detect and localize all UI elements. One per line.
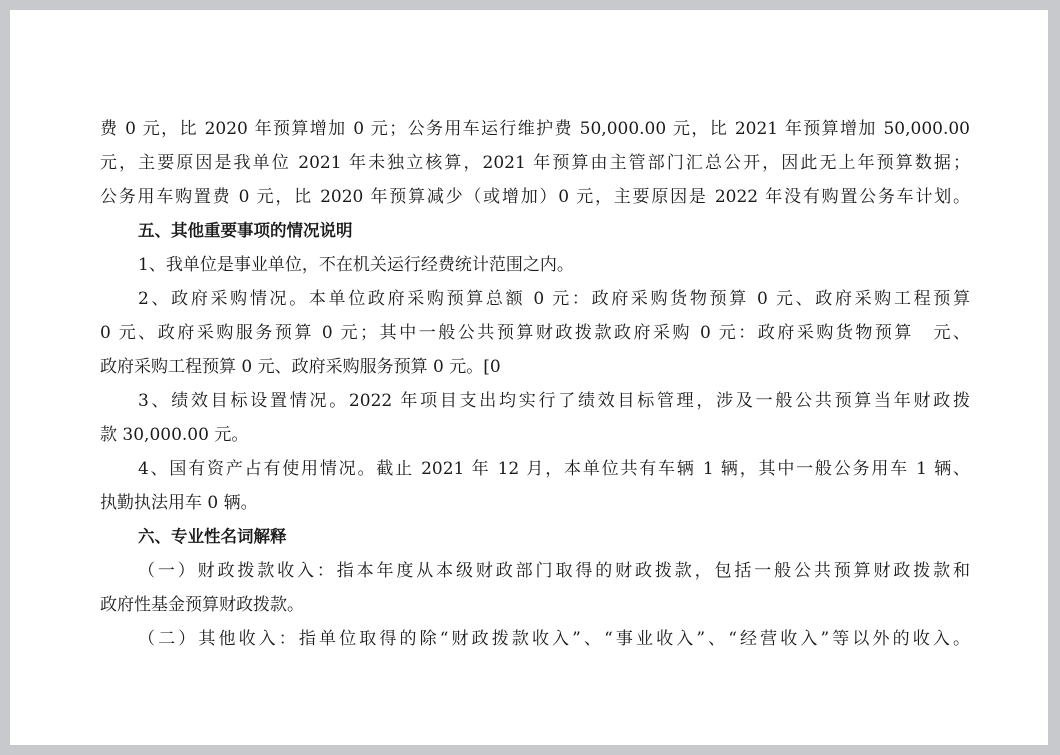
paragraph-line: （二）其他收入：指单位取得的除“财政拨款收入”、“事业收入”、“经营收入”等以外的收入。 <box>138 629 970 649</box>
paragraph-line: 0 元、政府采购服务预算 0 元；其中一般公共预算财政拨款政府采购 0 元：政府采购货物预算 元、 <box>100 323 970 343</box>
paragraph-line: 款 30,000.00 元。 <box>100 425 249 445</box>
paragraph-line: 1、我单位是事业单位，不在机关运行经费统计范围之内。 <box>138 255 574 275</box>
paragraph-line: 政府采购工程预算 0 元、政府采购服务预算 0 元。[0 <box>100 357 501 377</box>
section-heading-six: 六、专业性名词解释 <box>138 527 287 546</box>
paragraph-line: 元，主要原因是我单位 2021 年未独立核算，2021 年预算由主管部门汇总公开，因此无上年预算数据； <box>100 153 970 173</box>
paragraph-line: 2、政府采购情况。本单位政府采购预算总额 0 元：政府采购货物预算 0 元、政府采购工程预算 <box>138 289 970 309</box>
paragraph-line: 执勤执法用车 0 辆。 <box>100 493 258 513</box>
paragraph-line: 政府性基金预算财政拨款。 <box>100 595 304 615</box>
paragraph-line: 公务用车购置费 0 元，比 2020 年预算减少（或增加）0 元，主要原因是 2022 年没有购置公务车计划。 <box>100 187 970 207</box>
section-heading-five: 五、其他重要事项的情况说明 <box>138 221 353 240</box>
paragraph-line: 4、国有资产占有使用情况。截止 2021 年 12 月，本单位共有车辆 1 辆，其中一般公务用车 1 辆、 <box>138 459 970 479</box>
paragraph-line: （一）财政拨款收入：指本年度从本级财政部门取得的财政拨款，包括一般公共预算财政拨款和 <box>138 561 970 581</box>
paragraph-line: 费 0 元，比 2020 年预算增加 0 元；公务用车运行维护费 50,000.00 元，比 2021 年预算增加 50,000.00 <box>100 119 970 139</box>
document-page <box>10 10 1048 745</box>
paragraph-line: 3、绩效目标设置情况。2022 年项目支出均实行了绩效目标管理，涉及一般公共预算当年财政拨 <box>138 391 970 411</box>
document-body <box>100 112 970 656</box>
